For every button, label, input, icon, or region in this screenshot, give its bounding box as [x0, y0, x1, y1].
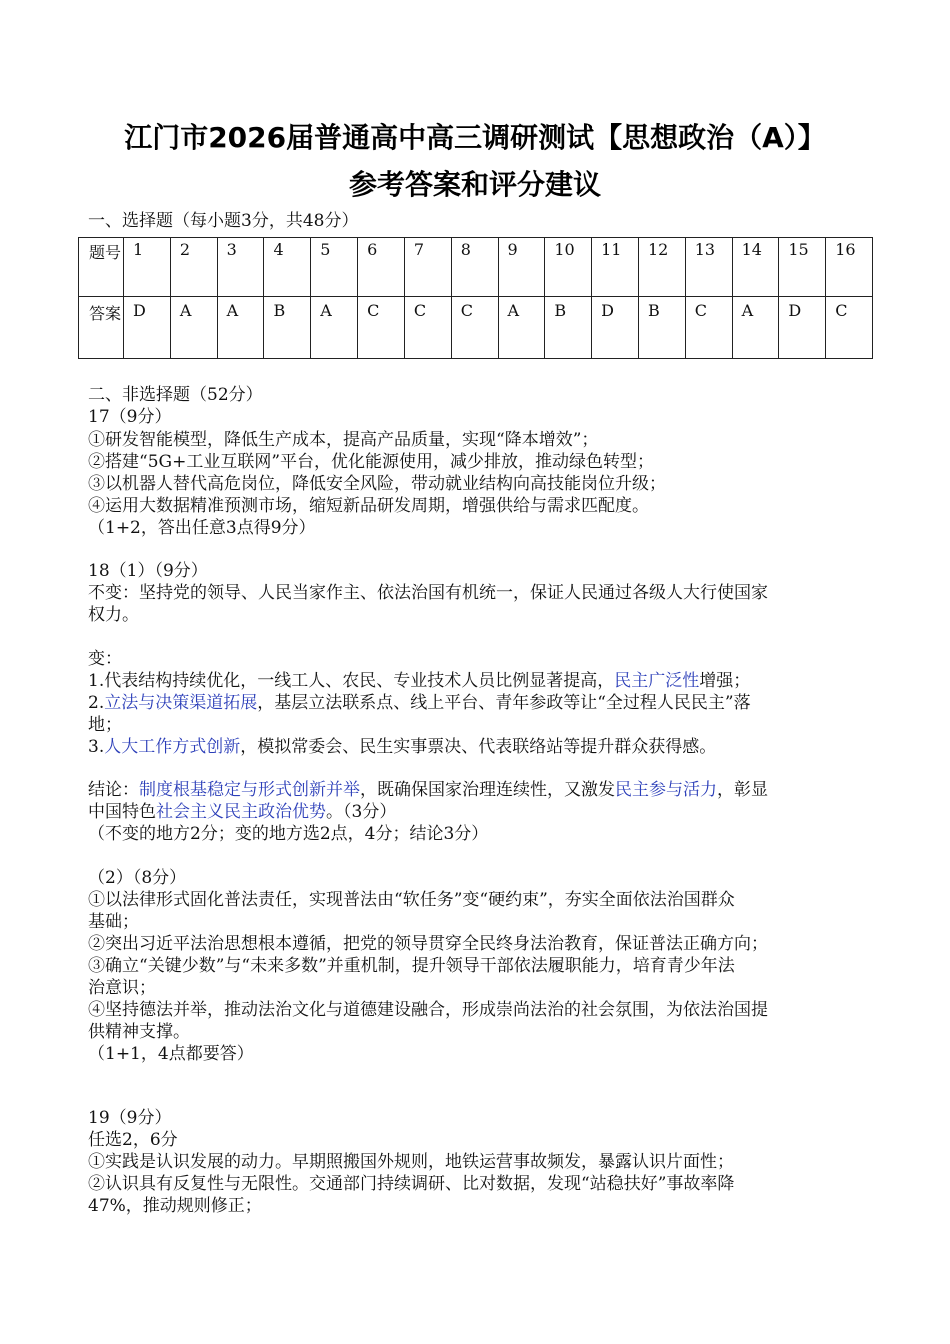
answer-cell: C	[685, 297, 732, 359]
q18-change-heading: 变：	[88, 649, 122, 669]
highlight-span: 人大工作方式创新	[104, 737, 241, 757]
answer-cell: A	[732, 297, 779, 359]
highlight-span: 民主广泛性	[614, 671, 700, 691]
highlight-span: 社会主义民主政治优势	[156, 802, 326, 822]
text-span: ，既确保国家治理连续性，又激发	[360, 780, 615, 800]
q17-label: 17（9分）	[88, 407, 172, 427]
answer-cell: C	[358, 297, 405, 359]
q18-sub2-point: ②突出习近平法治思想根本遵循，把党的领导贯穿全民终身法治教育，保证普法正确方向；	[88, 934, 768, 954]
answer-cell: A	[498, 297, 545, 359]
answer-cell: B	[638, 297, 685, 359]
q17-point: ①研发智能模型，降低生产成本，提高产品质量，实现“降本增效”；	[88, 430, 599, 450]
q19-instruction: 任选2，6分	[88, 1130, 178, 1150]
question-number: 7	[404, 238, 451, 297]
row-label-answer: 答案	[79, 297, 124, 359]
question-number: 5	[311, 238, 358, 297]
question-number: 13	[685, 238, 732, 297]
q18-label: 18（1）（9分）	[88, 561, 208, 581]
q18-unchanged-cont: 权力。	[88, 605, 139, 625]
q19-point: ②认识具有反复性与无限性。交通部门持续调研、比对数据，发现“站稳扶好”事故率降	[88, 1174, 735, 1194]
q17-point: ④运用大数据精准预测市场，缩短新品研发周期，增强供给与需求匹配度。	[88, 496, 649, 516]
text-span: ，彰显	[717, 780, 768, 800]
highlight-span: 制度根基稳定与形式创新并举	[139, 780, 360, 800]
text-span: 结论：	[88, 780, 139, 800]
answer-cell: A	[217, 297, 264, 359]
answer-cell: C	[451, 297, 498, 359]
text-span: 2.	[88, 693, 105, 713]
q17-scoring-note: （1+2，答出任意3点得9分）	[88, 518, 316, 538]
question-number: 16	[826, 238, 873, 297]
text-span: 1.代表结构持续优化，一线工人、农民、专业技术人员比例显著提高，	[88, 671, 615, 691]
answer-cell: D	[124, 297, 171, 359]
page-subtitle: 参考答案和评分建议	[348, 168, 601, 201]
answer-cell: C	[404, 297, 451, 359]
page-title: 江门市2026届普通高中高三调研测试【思想政治（A）】	[124, 121, 826, 154]
text-span: 3.	[88, 737, 105, 757]
q18-conclusion	[88, 779, 768, 801]
question-number: 14	[732, 238, 779, 297]
question-number: 2	[170, 238, 217, 297]
q17-point: ②搭建“5G+工业互联网”平台，优化能源使用，减少排放，推动绿色转型；	[88, 452, 655, 472]
q18-sub2-point-cont: 基础；	[88, 912, 139, 932]
q18-sub2-scoring-note: （1+1，4点都要答）	[88, 1044, 254, 1064]
text-span: 增强；	[699, 671, 751, 691]
answer-cell: D	[592, 297, 639, 359]
q18-change-2	[88, 692, 751, 714]
answer-cell: C	[826, 297, 873, 359]
section-heading-choice: 一、选择题（每小题3分，共48分）	[88, 211, 359, 231]
q18-sub2-point-cont: 供精神支撑。	[88, 1022, 190, 1042]
q18-sub2-point: ③确立“关键少数”与“未来多数”并重机制，提升领导干部依法履职能力，培育青少年法	[88, 956, 735, 976]
question-number: 10	[545, 238, 592, 297]
text-span: ，基层立法联系点、线上平台、青年参政等让“全过程人民民主”落	[257, 693, 751, 713]
highlight-span: 民主参与活力	[615, 780, 717, 800]
question-number: 3	[217, 238, 264, 297]
q18-unchanged: 不变：坚持党的领导、人民当家作主、依法治国有机统一，保证人民通过各级人大行使国家	[88, 583, 768, 603]
question-number: 8	[451, 238, 498, 297]
question-number: 1	[124, 238, 171, 297]
question-number: 6	[358, 238, 405, 297]
q18-change-2-cont: 地；	[88, 715, 122, 735]
q18-change-1	[88, 670, 750, 692]
q18-scoring-note: （不变的地方2分；变的地方选2点，4分；结论3分）	[88, 824, 489, 844]
table-row-answers	[79, 297, 873, 359]
answer-cell: B	[264, 297, 311, 359]
q19-label: 19（9分）	[88, 1108, 172, 1128]
section-heading-nonchoice: 二、非选择题（52分）	[88, 385, 263, 405]
question-number: 15	[779, 238, 826, 297]
text-span: 。（3分）	[326, 802, 397, 822]
question-number: 11	[592, 238, 639, 297]
answer-cell: A	[311, 297, 358, 359]
answer-cell: B	[545, 297, 592, 359]
q19-point: ①实践是认识发展的动力。早期照搬国外规则，地铁运营事故频发，暴露认识片面性；	[88, 1152, 734, 1172]
q18-sub2-point: ④坚持德法并举，推动法治文化与道德建设融合，形成崇尚法治的社会氛围，为依法治国提	[88, 1000, 768, 1020]
q18-sub2-label: （2）（8分）	[88, 868, 187, 888]
question-number: 12	[638, 238, 685, 297]
answer-cell: D	[779, 297, 826, 359]
row-label-number: 题号	[79, 238, 124, 297]
q17-point: ③以机器人替代高危岗位，降低安全风险，带动就业结构向高技能岗位升级；	[88, 474, 666, 494]
highlight-span: 立法与决策渠道拓展	[104, 693, 258, 713]
text-span: 中国特色	[88, 802, 156, 822]
question-number: 4	[264, 238, 311, 297]
q18-sub2-point: ①以法律形式固化普法责任，实现普法由“软任务”变“硬约束”，夯实全面依法治国群众	[88, 890, 735, 910]
q19-point-cont: 47%，推动规则修正；	[88, 1196, 262, 1216]
answer-table	[78, 237, 873, 359]
text-span: ，模拟常委会、民生实事票决、代表联络站等提升群众获得感。	[240, 737, 717, 757]
table-row-numbers	[79, 238, 873, 297]
answer-cell: A	[170, 297, 217, 359]
q18-sub2-point-cont: 治意识；	[88, 978, 156, 998]
question-number: 9	[498, 238, 545, 297]
q18-change-3	[88, 736, 716, 758]
q18-conclusion-cont	[88, 801, 396, 823]
